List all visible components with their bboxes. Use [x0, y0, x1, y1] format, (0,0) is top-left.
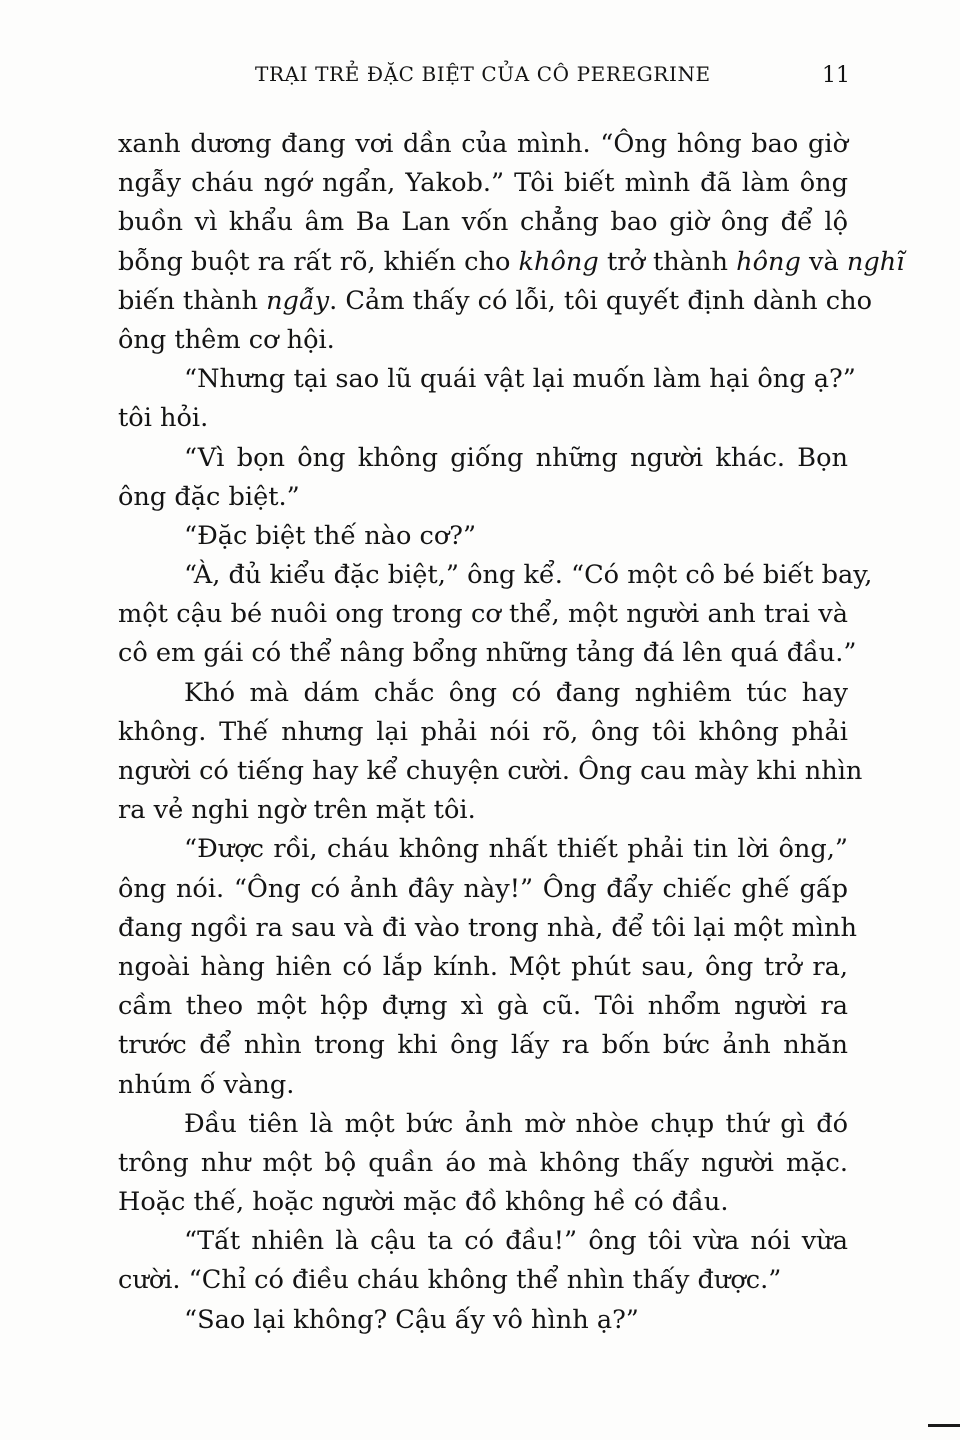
text-line: Hoặc thế, hoặc người mặc đồ không hề có đầu. — [118, 1187, 729, 1218]
text-line: Khó mà dám chắc ông có đang nghiêm túc hay — [184, 677, 848, 708]
text-line: tôi hỏi. — [118, 403, 209, 434]
text-line: cầm theo một hộp đựng xì gà cũ. Tôi nhổm người ra — [118, 991, 848, 1022]
text-line: nhúm ố vàng. — [118, 1069, 295, 1100]
italic-word: không — [518, 246, 599, 277]
text-line: người có tiếng hay kể chuyện cười. Ông cau mày khi nhìn — [118, 756, 863, 786]
text-line: bỗng buột ra rất rõ, khiến cho không trở thành hông và nghĩ — [118, 246, 905, 277]
text-line: “Tất nhiên là cậu ta có đầu!” ông tôi vừa nói vừa — [184, 1226, 848, 1257]
text-line: Đầu tiên là một bức ảnh mờ nhòe chụp thứ gì đó — [184, 1108, 848, 1139]
italic-word: ngẫy — [266, 285, 330, 316]
text-line: “À, đủ kiểu đặc biệt,” ông kể. “Có một cô bé biết bay, — [184, 560, 873, 591]
text-line: trông như một bộ quần áo mà không thấy người mặc. — [118, 1147, 848, 1178]
running-header-title: TRẠI TRẺ ĐẶC BIỆT CỦA CÔ PEREGRINE — [255, 62, 711, 86]
page-number: 11 — [822, 63, 850, 88]
text-line: ông đặc biệt.” — [118, 481, 300, 512]
page-edge-mark — [928, 1424, 960, 1427]
text-line: ngoài hàng hiên có lắp kính. Một phút sau, ông trở ra, — [118, 951, 848, 982]
text-line: đang ngồi ra sau và đi vào trong nhà, để tôi lại một mình — [118, 912, 857, 943]
text-line: buồn vì khẩu âm Ba Lan vốn chẳng bao giờ ông để lộ — [118, 207, 848, 238]
text-line: “Nhưng tại sao lũ quái vật lại muốn làm hại ông ạ?” — [184, 364, 856, 395]
text-line: không. Thế nhưng lại phải nói rõ, ông tôi không phải — [118, 716, 848, 747]
text-line: cười. “Chỉ có điều cháu không thể nhìn thấy được.” — [118, 1265, 782, 1296]
text-line: ông thêm cơ hội. — [118, 324, 335, 355]
text-line: “Đặc biệt thế nào cơ?” — [184, 520, 477, 551]
text-line: ra vẻ nghi ngờ trên mặt tôi. — [118, 795, 476, 826]
text-line: biến thành ngẫy. Cảm thấy có lỗi, tôi quyết định dành cho — [118, 285, 872, 316]
text-line: trước để nhìn trong khi ông lấy ra bốn bức ảnh nhăn — [118, 1030, 848, 1061]
text-line: “Vì bọn ông không giống những người khác. Bọn — [184, 442, 848, 473]
body-text — [118, 125, 905, 1340]
text-line: “Sao lại không? Cậu ấy vô hình ạ?” — [184, 1304, 639, 1335]
text-line: cô em gái có thể nâng bổng những tảng đá lên quá đầu.” — [118, 638, 857, 669]
text-line: “Được rồi, cháu không nhất thiết phải tin lời ông,” — [184, 834, 848, 865]
italic-word: nghĩ — [846, 246, 905, 277]
text-line: xanh dương đang vơi dần của mình. “Ông hông bao giờ — [118, 129, 848, 159]
text-line: ông nói. “Ông có ảnh đây này!” Ông đẩy chiếc ghế gấp — [118, 873, 848, 904]
text-line: ngẫy cháu ngớ ngẩn, Yakob.” Tôi biết mình đã làm ông — [118, 168, 848, 199]
italic-word: hông — [736, 246, 801, 277]
text-line: một cậu bé nuôi ong trong cơ thể, một người anh trai và — [118, 599, 848, 630]
